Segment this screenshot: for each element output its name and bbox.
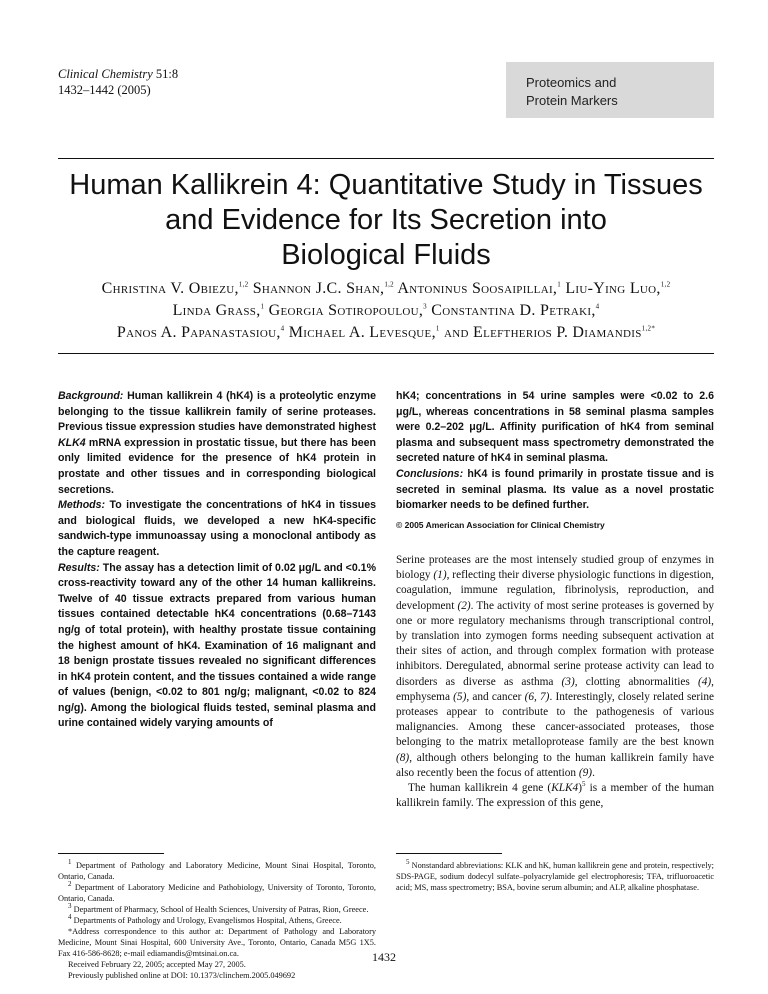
footnote-sup: 2 [68, 880, 72, 889]
citation: (9) [578, 766, 593, 779]
gene-name: KLK4 [551, 782, 579, 794]
abstract-results-label: Results: [58, 561, 100, 574]
abstract-background-text: Human kallikrein 4 (hK4) is a proteolytic enzyme belonging to the tissue kallikrein family of serine proteases. Previous tissue expression studies have demonstrated highest [58, 390, 376, 434]
citation: (5) [453, 690, 467, 703]
section-label-line2: Protein Markers [526, 93, 618, 108]
footnote-sup: 1 [68, 858, 72, 867]
citation: (2) [457, 599, 471, 612]
citation: (1) [433, 569, 447, 582]
footnote-correspondence: *Address correspondence to this author at: Department of Pathology and Laboratory Medicine, Mount Sinai Hospital, 600 University Ave., Toronto, Ontario, Canada M5G 1X5. Fax 416-586-8628; e-mail ediamandis@mtsinai.on.ca. [58, 927, 376, 958]
abstract-methods-label: Methods: [58, 499, 106, 512]
affiliation-sup: 1 [435, 324, 440, 333]
right-footnote [396, 853, 714, 893]
left-column [58, 389, 376, 980]
affiliation-sup: 1,2 [660, 280, 671, 289]
volume-issue: 51:8 [155, 67, 179, 81]
author-name: Constantina D. Petraki, [426, 302, 596, 319]
citation: (8) [396, 751, 410, 764]
article-title [58, 168, 714, 273]
title-top-rule [58, 158, 714, 159]
footnote-rule [396, 853, 502, 854]
abstract-right [396, 389, 714, 514]
journal-name: Clinical Chemistry [58, 67, 153, 81]
body-paragraph-2: The human kallikrein 4 gene $(KLK4)^5$ is a member of the human kallikrein family. The expression of this gene, [396, 780, 714, 810]
author-name: Linda Grass, [172, 302, 261, 319]
footnote-sup: 3 [68, 902, 72, 911]
authors-bottom-rule [58, 353, 714, 354]
author-list [58, 278, 714, 344]
affiliation-sup: 4 [280, 324, 285, 333]
copyright-line: © 2005 American Association for Clinical Chemistry [396, 519, 605, 530]
footnote-sup: 5 [406, 858, 410, 867]
abstract-left [58, 389, 376, 732]
footnote-affiliation-4: Departments of Pathology and Urology, Evangelismos Hospital, Athens, Greece. [71, 916, 342, 925]
author-name: Georgia Sotiropoulou, [264, 302, 424, 319]
body-text [396, 553, 714, 811]
footnote-ref: 5 [581, 780, 586, 789]
footnote-rule [58, 853, 164, 854]
abstract-methods-text: To investigate the concentrations of hK4 in tissues and biological fluids, we developed a new hK4-specific sandwich-type immunoassay using a monoclonal antibody as the capture reagent. [58, 499, 376, 558]
title-line2: and Evidence for Its Secretion into [165, 204, 607, 236]
section-label-box [506, 62, 714, 118]
section-label-line1: Proteomics and [526, 75, 617, 90]
citation: (4) [697, 675, 712, 688]
footnote-received: Received February 22, 2005; accepted May 27, 2005. [68, 960, 246, 969]
footnote-sup: 4 [68, 913, 72, 922]
footnote-affiliation-1: Department of Pathology and Laboratory Medicine, Mount Sinai Hospital, Toronto, Ontario, Canada. [58, 861, 376, 881]
abstract-results-continued: hK4; concentrations in 54 urine samples were <0.02 to 2.6 μg/L, whereas concentrations in 58 seminal plasma samples were 0.2–202 μg/L. Affinity purification of hK4 from seminal plasma and subsequent mass spectrometry demonstrated the secreted nature of hK4 in seminal plasma. [396, 390, 714, 465]
page-number: 1432 [372, 950, 396, 964]
abstract-conclusions-label: Conclusions: [396, 467, 464, 480]
abstract-background-text2: mRNA expression in prostatic tissue, but there has been only limited evidence for the presence of hK4 protein in prostate and other tissues and in corresponding biological secretions. [58, 436, 376, 496]
author-name: Michael A. Levesque, [284, 324, 436, 341]
affiliation-sup: 1,2 [238, 280, 249, 289]
footnote-affiliation-3: Department of Pharmacy, School of Health Sciences, University of Patras, Rion, Greece. [71, 905, 369, 914]
affiliation-sup: 1 [557, 280, 562, 289]
affiliation-sup: 1 [260, 302, 265, 311]
affiliation-sup: 3 [423, 302, 427, 311]
citation: (3) [561, 675, 575, 688]
right-column [396, 389, 714, 892]
footnote-abbreviations: Nonstandard abbreviations: KLK and hK, human kallikrein gene and protein, respectively; SDS-PAGE, sodium dodecyl sulfate–polyacrylamide gel electrophoresis; TFA, trifluoroacetic acid; MS, mass spectrometry; BSA, bovine serum albumin; and ALP, alkaline phosphatase. [396, 861, 714, 892]
affiliation-sup: 4 [595, 302, 600, 311]
author-name: Shannon J.C. Shan, [248, 280, 385, 297]
journal-citation [58, 66, 178, 98]
author-name: Antoninus Soosaipillai, [393, 280, 558, 297]
affiliation-sup: 1,2* [641, 324, 656, 333]
author-name: Christina V. Obiezu, [101, 280, 239, 297]
footnote-published: Previously published online at DOI: 10.1373/clinchem.2005.049692 [68, 971, 296, 980]
author-name: and Eleftherios P. Diamandis [439, 324, 642, 341]
title-line1: Human Kallikrein 4: Quantitative Study in Tissues [69, 169, 703, 201]
abstract-results-text: The assay has a detection limit of 0.02 μg/L and <0.1% cross-reactivity toward any of the other 14 human kallikreins. Twelve of 40 tissue extracts prepared from various human tissues contained detectable hK4 concentrations (0.68–7143 ng/g of total protein), with healthy prostate tissue containing the highest amount of hK4. Examination of 16 malignant and 18 benign prostate tissues revealed no significant differences in hK4 protein content, and the tissues contained a wide range of values (benign, <0.02 to 801 ng/g; malignant, <0.02 to 824 ng/g). Among the biological fluids tested, seminal plasma and urine contained widely varying amounts of [58, 561, 376, 730]
gene-name: KLK4 [58, 436, 86, 449]
abstract-conclusions-text: hK4 is found primarily in prostate tissue and is secreted in seminal plasma. Its value as a novel prostatic biomarker needs to be defined further. [396, 467, 714, 512]
citation: (6, 7) [524, 690, 550, 703]
title-line3: Biological Fluids [281, 239, 491, 271]
pages-year: 1432–1442 (2005) [58, 83, 151, 97]
body-paragraph-1: Serine proteases are the most intensely studied group of enzymes in biology (1), reflecting their diverse physiologic functions in digestion, coagulation, immune regulation, fibrinolysis, reproduction, and development (2). The activity of most serine proteases is governed by one or more regulatory mechanisms through transcriptional control, by translation into zymogen forms needing subsequent activation at their sites of action, and through complex formation with protease inhibitors. Deregulated, abnormal serine protease activity can lead to disorders as diverse as asthma (3), clotting abnormalities (4), emphysema (5), and cancer (6, 7). Interestingly, closely related serine proteases appear to contribute to the pathogenesis of various malignancies. Among these cancer-associated proteases, those belonging to the matrix metalloprotease family are the best known (8), although others belonging to the human kallikrein family have also recently been the focus of attention (9). [396, 553, 714, 779]
author-name: Panos A. Papanastasiou, [116, 324, 281, 341]
abstract-background-label: Background: [58, 390, 124, 402]
author-name: Liu-Ying Luo, [561, 280, 661, 297]
footnote-affiliation-2: Department of Laboratory Medicine and Pathobiology, University of Toronto, Toronto, Ontario, Canada. [58, 883, 376, 903]
affiliation-sup: 1,2 [384, 280, 394, 289]
